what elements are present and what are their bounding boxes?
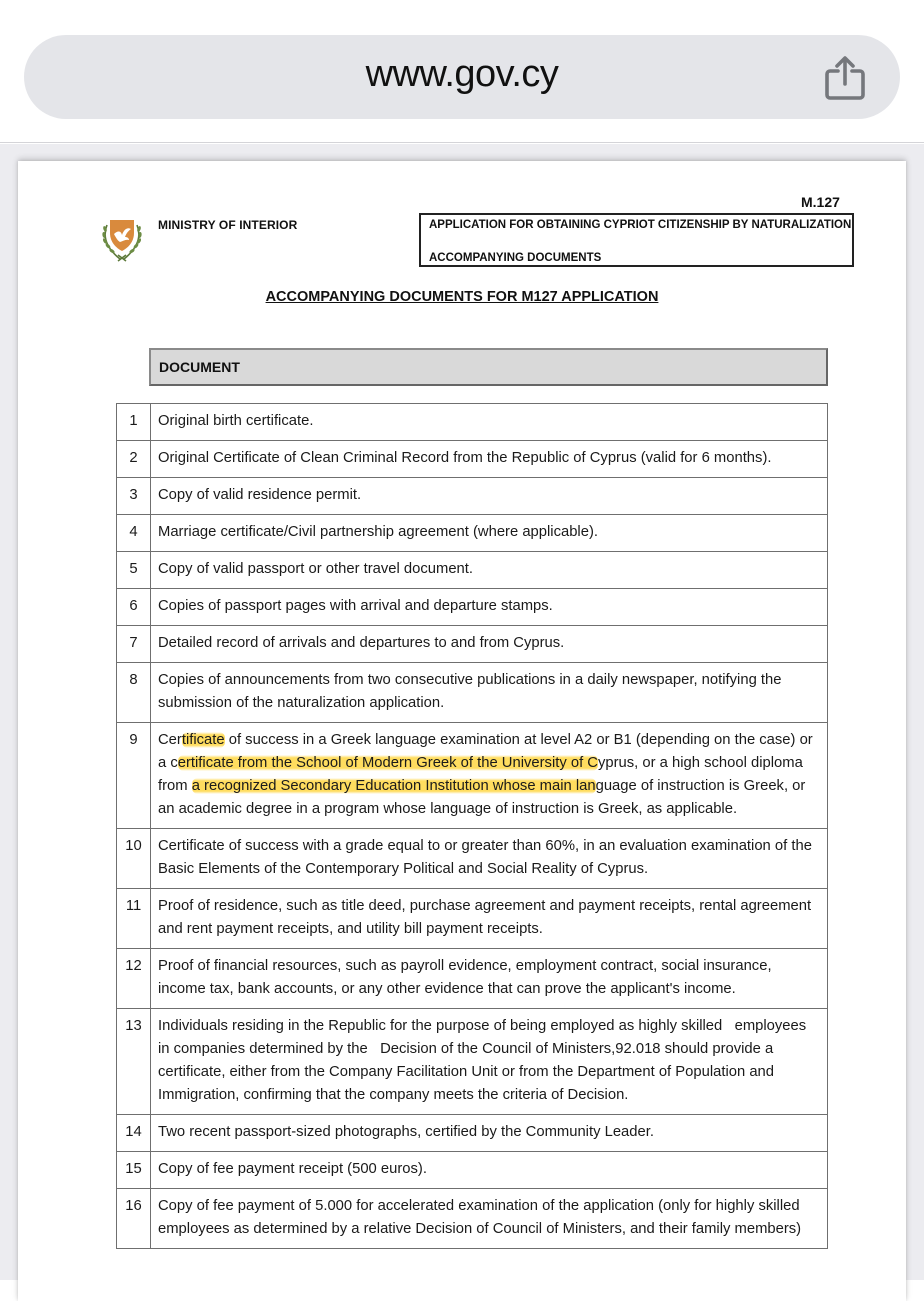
table-row <box>117 515 828 552</box>
table-row <box>117 626 828 663</box>
row-text-l1-post: of success in a Greek language examination at level A2 or B1 (depending on the case) or <box>224 732 813 748</box>
row-text: Two recent passport-sized photographs, certified by the Community Leader. <box>151 1115 828 1152</box>
row-number: 8 <box>117 663 151 723</box>
row-text: Copy of fee payment receipt (500 euros). <box>151 1152 828 1189</box>
row-number: 1 <box>117 404 151 441</box>
application-title: APPLICATION FOR OBTAINING CYPRIOT CITIZENSHIP BY NATURALIZATION <box>429 219 852 231</box>
row-number: 2 <box>117 441 151 478</box>
row-text: Proof of residence, such as title deed, purchase agreement and payment receipts, rental agreement and rent payment receipts, and utility bill payment receipts. <box>151 889 828 949</box>
document-page <box>18 161 906 1301</box>
table-row <box>117 441 828 478</box>
row-text: Original birth certificate. <box>151 404 828 441</box>
row-number: 3 <box>117 478 151 515</box>
row-number: 13 <box>117 1009 151 1115</box>
row-text-l3-post: guage of instruction is Greek, or <box>595 778 806 794</box>
table-row <box>117 552 828 589</box>
table-row <box>117 404 828 441</box>
table-row <box>117 1009 828 1115</box>
url-text[interactable]: www.gov.cy <box>365 53 559 95</box>
table-row <box>117 829 828 889</box>
row-number: 15 <box>117 1152 151 1189</box>
row-number: 10 <box>117 829 151 889</box>
row-number: 4 <box>117 515 151 552</box>
table-row <box>117 949 828 1009</box>
share-button[interactable] <box>822 54 868 102</box>
row-text: Certificate of success with a grade equal to or greater than 60%, in an evaluation examination of the Basic Elements of the Contemporary Political and Social Reality of Cyprus. <box>151 829 828 889</box>
table-row <box>117 1115 828 1152</box>
row-text: Individuals residing in the Republic for the purpose of being employed as highly skilled employees in companies determined by the Decision of the Council of Ministers,92.018 should provide a certificate, either from the Company Facilitation Unit or from the Department of Population and Immigration, confirming that the company meets the criteria of Decision. <box>151 1009 828 1115</box>
form-code: M.127 <box>801 194 840 210</box>
row-text: Copies of passport pages with arrival and departure stamps. <box>151 589 828 626</box>
table-row <box>117 889 828 949</box>
application-subtitle: ACCOMPANYING DOCUMENTS <box>429 252 602 264</box>
browser-toolbar <box>0 0 924 143</box>
table-row <box>117 663 828 723</box>
row-text-l2-post: yprus, or a high school diploma <box>598 755 803 771</box>
row-number: 5 <box>117 552 151 589</box>
row-text: Detailed record of arrivals and departures to and from Cyprus. <box>151 626 828 663</box>
documents-table <box>116 403 828 1249</box>
highlighted-text: tificate <box>181 732 225 748</box>
ministry-name: MINISTRY OF INTERIOR <box>158 218 298 232</box>
row-text: Proof of financial resources, such as payroll evidence, employment contract, social insurance, income tax, bank accounts, or any other evidence that can prove the applicant's income. <box>151 949 828 1009</box>
table-row <box>117 478 828 515</box>
table-row-highlighted <box>117 723 828 829</box>
row-number: 14 <box>117 1115 151 1152</box>
cyprus-coat-of-arms-icon <box>99 215 145 263</box>
row-number: 12 <box>117 949 151 1009</box>
row-text-l3-pre: from <box>158 778 192 794</box>
table-row <box>117 589 828 626</box>
row-text-l1-pre: Cer <box>158 732 182 748</box>
document-viewport[interactable] <box>0 144 924 1280</box>
page-heading: ACCOMPANYING DOCUMENTS FOR M127 APPLICATION <box>265 289 659 305</box>
row-text: Marriage certificate/Civil partnership agreement (where applicable). <box>151 515 828 552</box>
address-bar[interactable] <box>24 35 900 119</box>
row-number: 7 <box>117 626 151 663</box>
table-row <box>117 1152 828 1189</box>
highlighted-text: a recognized Secondary Education Institution whose main lan <box>191 778 596 794</box>
table-header-document: DOCUMENT <box>149 348 828 386</box>
application-title-box <box>419 213 854 267</box>
table-row <box>117 1189 828 1249</box>
row-text: Copies of announcements from two consecutive publications in a daily newspaper, notifying the submission of the naturalization application. <box>151 663 828 723</box>
row-number: 11 <box>117 889 151 949</box>
row-number: 9 <box>117 723 151 829</box>
row-text: Original Certificate of Clean Criminal Record from the Republic of Cyprus (valid for 6 months). <box>151 441 828 478</box>
row-text <box>151 723 828 829</box>
row-text: Copy of valid residence permit. <box>151 478 828 515</box>
row-text-l2-pre: a c <box>158 755 178 771</box>
row-text: Copy of valid passport or other travel document. <box>151 552 828 589</box>
row-number: 16 <box>117 1189 151 1249</box>
highlighted-text: ertificate from the School of Modern Greek of the University of C <box>177 755 598 771</box>
share-icon <box>822 54 868 102</box>
row-text-l4: an academic degree in a program whose language of instruction is Greek, as applicable. <box>158 801 738 817</box>
row-text: Copy of fee payment of 5.000 for accelerated examination of the application (only for highly skilled employees as determined by a relative Decision of Council of Ministers, and their family members) <box>151 1189 828 1249</box>
row-number: 6 <box>117 589 151 626</box>
